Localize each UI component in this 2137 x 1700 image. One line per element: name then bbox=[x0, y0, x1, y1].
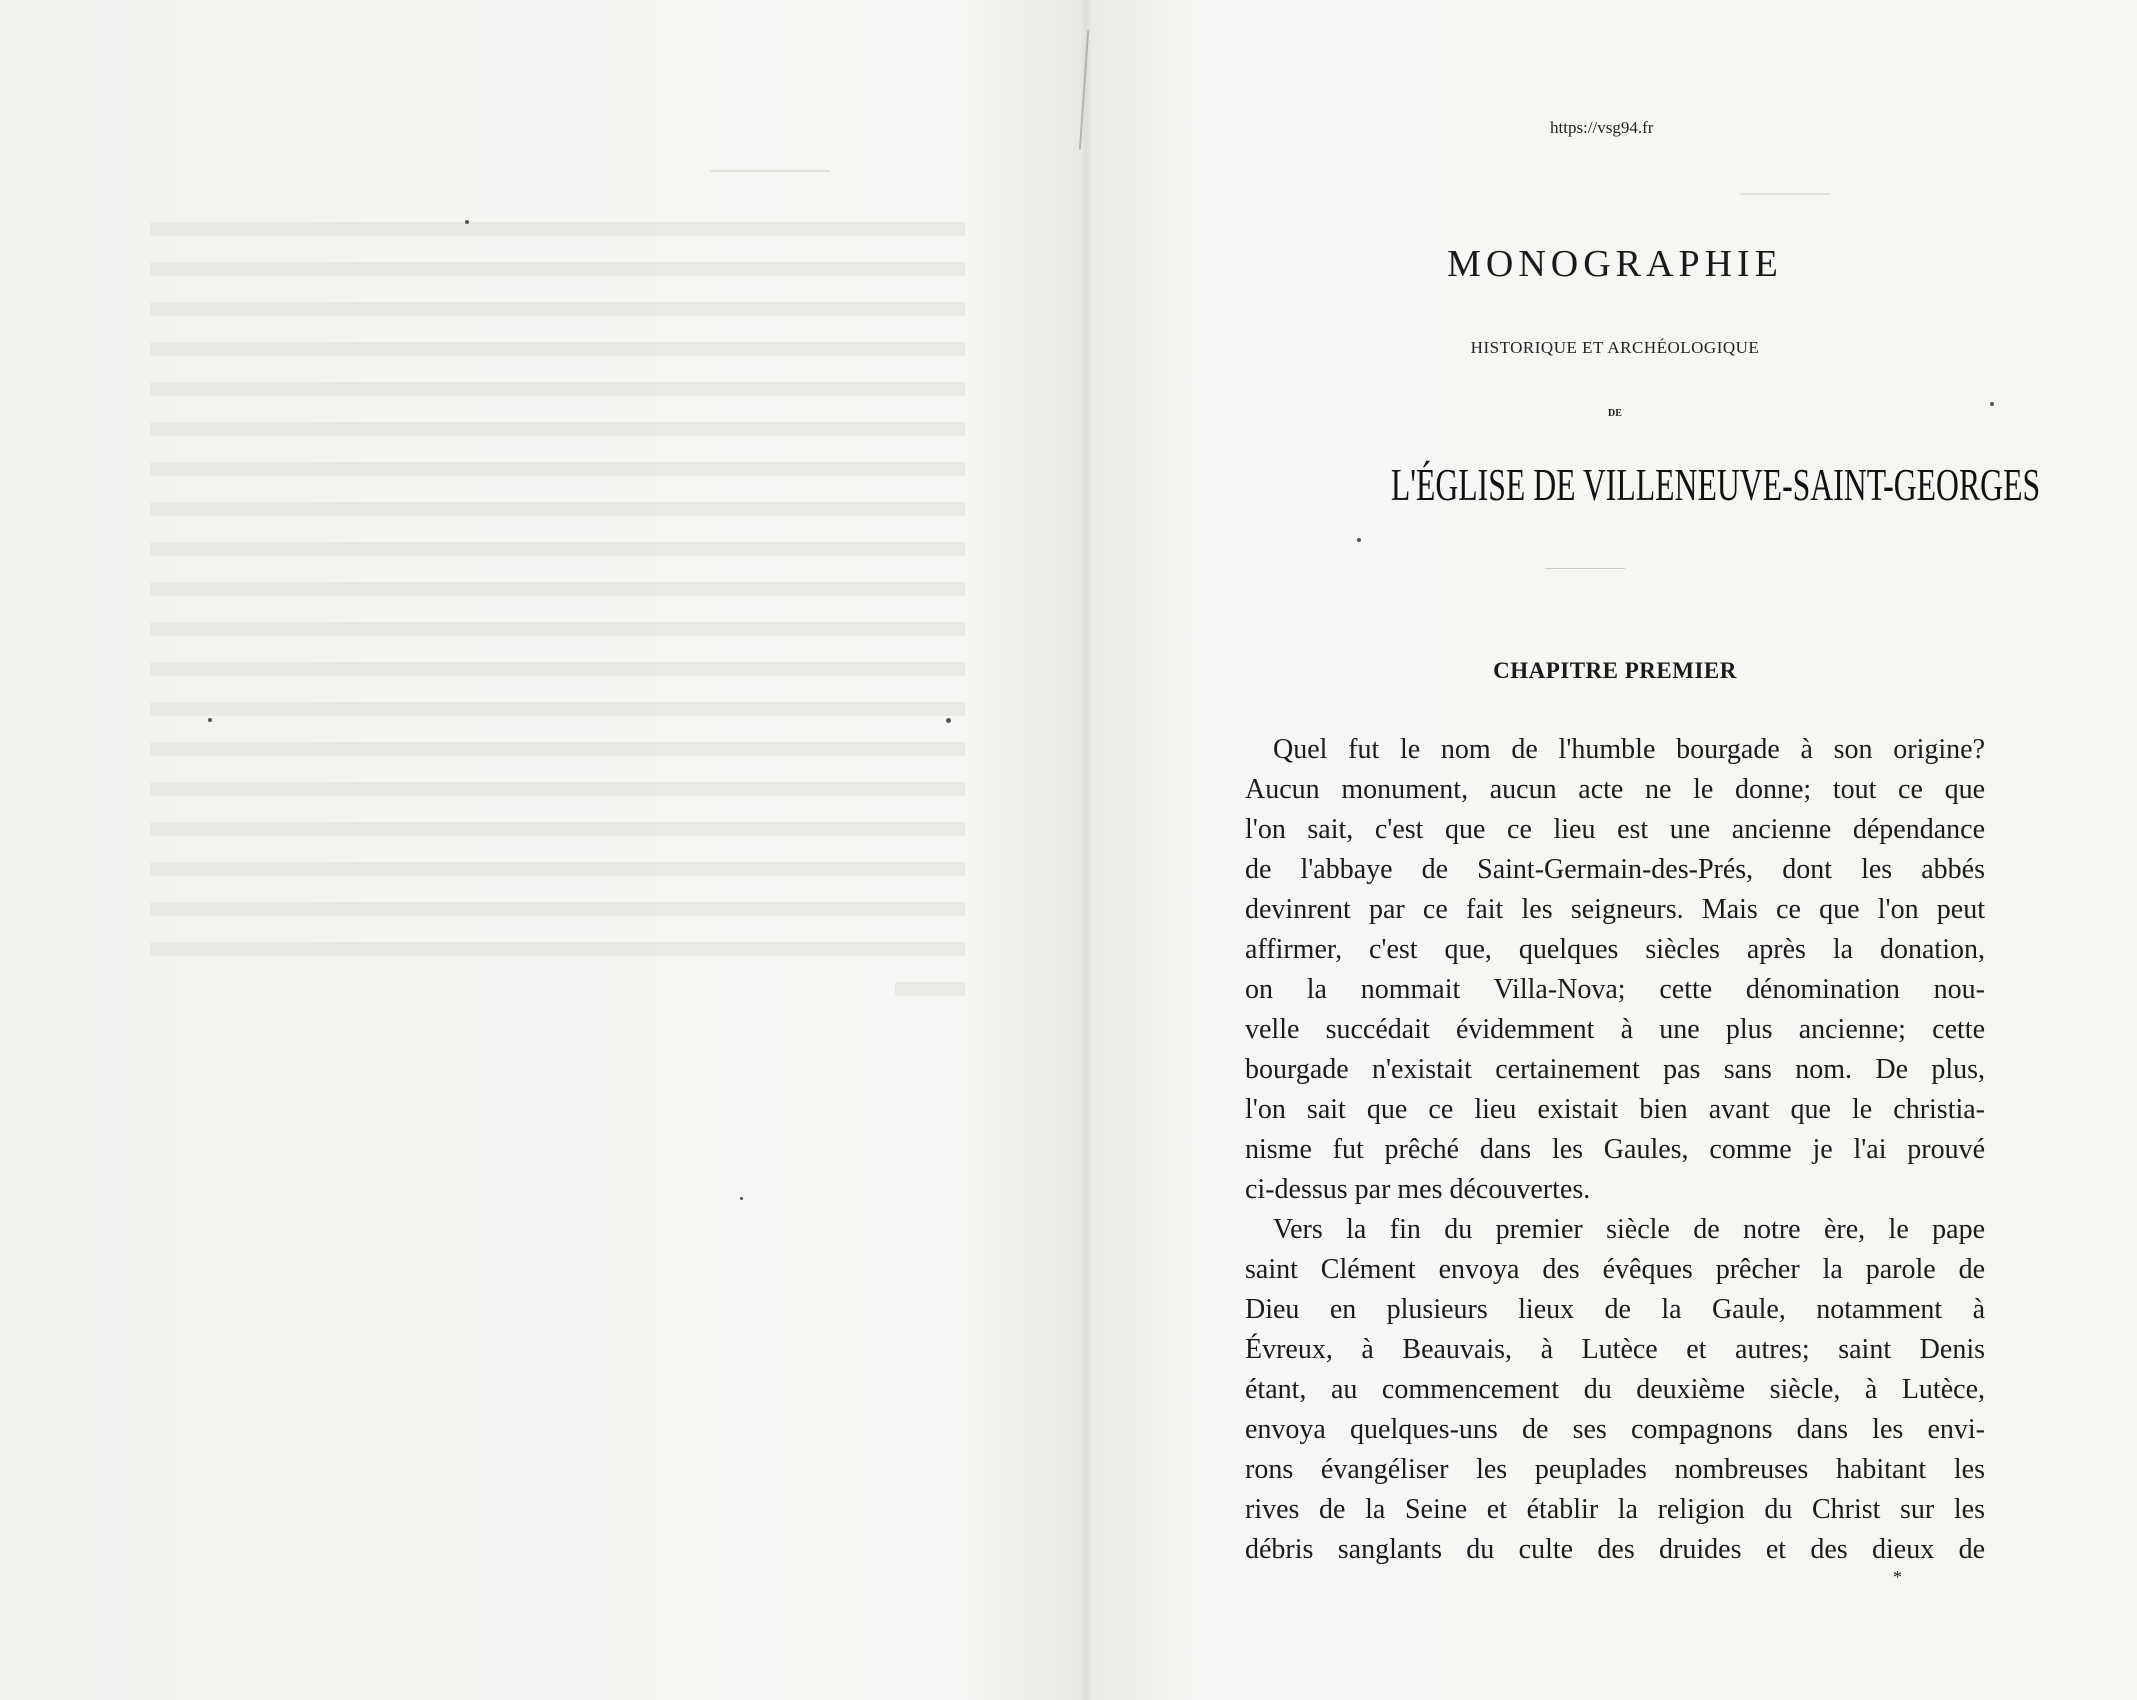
dust-speck bbox=[208, 718, 212, 722]
book-title: MONOGRAPHIE bbox=[1447, 243, 1783, 285]
text-line: velle succédait évidemment à une plus ancienne; cette bbox=[1245, 1014, 1985, 1045]
text-line: débris sanglants du culte des druides et des dieux de bbox=[1245, 1534, 1985, 1565]
dust-speck bbox=[465, 220, 469, 224]
bleed-through-line bbox=[150, 662, 965, 676]
text-line: Quel fut le nom de l'humble bourgade à son origine? bbox=[1273, 734, 1985, 765]
bleed-through-line bbox=[150, 502, 965, 516]
bleed-through-line bbox=[150, 422, 965, 436]
text-line: l'on sait, c'est que ce lieu est une ancienne dépendance bbox=[1245, 814, 1985, 845]
text-line: devinrent par ce fait les seigneurs. Mais ce que l'on peut bbox=[1245, 894, 1985, 925]
bleed-through-line bbox=[150, 542, 965, 556]
bleed-through-line bbox=[150, 222, 965, 236]
signature-mark: * bbox=[1893, 1567, 1902, 1587]
bleed-through-line bbox=[150, 262, 965, 276]
dust-speck bbox=[1990, 402, 1994, 406]
text-line: rons évangéliser les peuplades nombreuses habitant les bbox=[1245, 1454, 1985, 1485]
chapter-heading: CHAPITRE PREMIER bbox=[1493, 658, 1737, 683]
bleed-through-page-number bbox=[710, 170, 830, 172]
text-line: nisme fut prêché dans les Gaules, comme je l'ai prouvé bbox=[1245, 1134, 1985, 1165]
text-line: Dieu en plusieurs lieux de la Gaule, notamment à bbox=[1245, 1294, 1985, 1325]
bleed-through-line bbox=[150, 582, 965, 596]
church-title bbox=[1245, 458, 2041, 511]
bleed-through-page-number bbox=[1740, 193, 1830, 195]
bleed-through-line bbox=[150, 702, 965, 716]
bleed-through-line bbox=[895, 982, 965, 996]
dust-speck bbox=[740, 1197, 743, 1200]
text-line: Évreux, à Beauvais, à Lutèce et autres; saint Denis bbox=[1245, 1334, 1985, 1365]
church-title-text: L'ÉGLISE DE VILLENEUVE-SAINT-GEORGES bbox=[1390, 459, 2041, 510]
text-line: l'on sait que ce lieu existait bien avant que le christia- bbox=[1245, 1094, 1985, 1125]
page-gutter bbox=[1080, 0, 1092, 1700]
left-page-bleed-through bbox=[150, 150, 965, 1130]
source-url: https://vsg94.fr bbox=[1550, 118, 1654, 137]
text-line: de l'abbaye de Saint-Germain-des-Prés, dont les abbés bbox=[1245, 854, 1985, 885]
book-subtitle: HISTORIQUE ET ARCHÉOLOGIQUE bbox=[1470, 338, 1760, 357]
bleed-through-line bbox=[150, 342, 965, 356]
bleed-through-line bbox=[150, 942, 965, 956]
dust-speck bbox=[946, 718, 951, 723]
text-line: ci-dessus par mes découvertes. bbox=[1245, 1174, 1591, 1205]
bleed-through-line bbox=[150, 782, 965, 796]
bleed-through-line bbox=[150, 822, 965, 836]
bleed-through-line bbox=[150, 742, 965, 756]
title-divider bbox=[1545, 568, 1625, 569]
text-line: envoya quelques-uns de ses compagnons dans les envi- bbox=[1245, 1414, 1985, 1445]
text-line: Aucun monument, aucun acte ne le donne; tout ce que bbox=[1245, 774, 1985, 805]
text-line: étant, au commencement du deuxième siècle, à Lutèce, bbox=[1245, 1374, 1985, 1405]
bleed-through-line bbox=[150, 382, 965, 396]
dust-speck bbox=[1357, 538, 1361, 542]
title-connector: DE bbox=[1608, 408, 1622, 419]
bleed-through-line bbox=[150, 622, 965, 636]
bleed-through-line bbox=[150, 902, 965, 916]
text-line: on la nommait Villa-Nova; cette dénomination nou- bbox=[1245, 974, 1985, 1005]
text-line: Vers la fin du premier siècle de notre ère, le pape bbox=[1273, 1214, 1985, 1245]
text-line: affirmer, c'est que, quelques siècles après la donation, bbox=[1245, 934, 1985, 965]
text-line: bourgade n'existait certainement pas sans nom. De plus, bbox=[1245, 1054, 1985, 1085]
text-line: saint Clément envoya des évêques prêcher la parole de bbox=[1245, 1254, 1985, 1285]
bleed-through-line bbox=[150, 862, 965, 876]
text-line: rives de la Seine et établir la religion du Christ sur les bbox=[1245, 1494, 1985, 1525]
bleed-through-line bbox=[150, 302, 965, 316]
bleed-through-line bbox=[150, 462, 965, 476]
chapter-text bbox=[1245, 730, 1985, 1570]
